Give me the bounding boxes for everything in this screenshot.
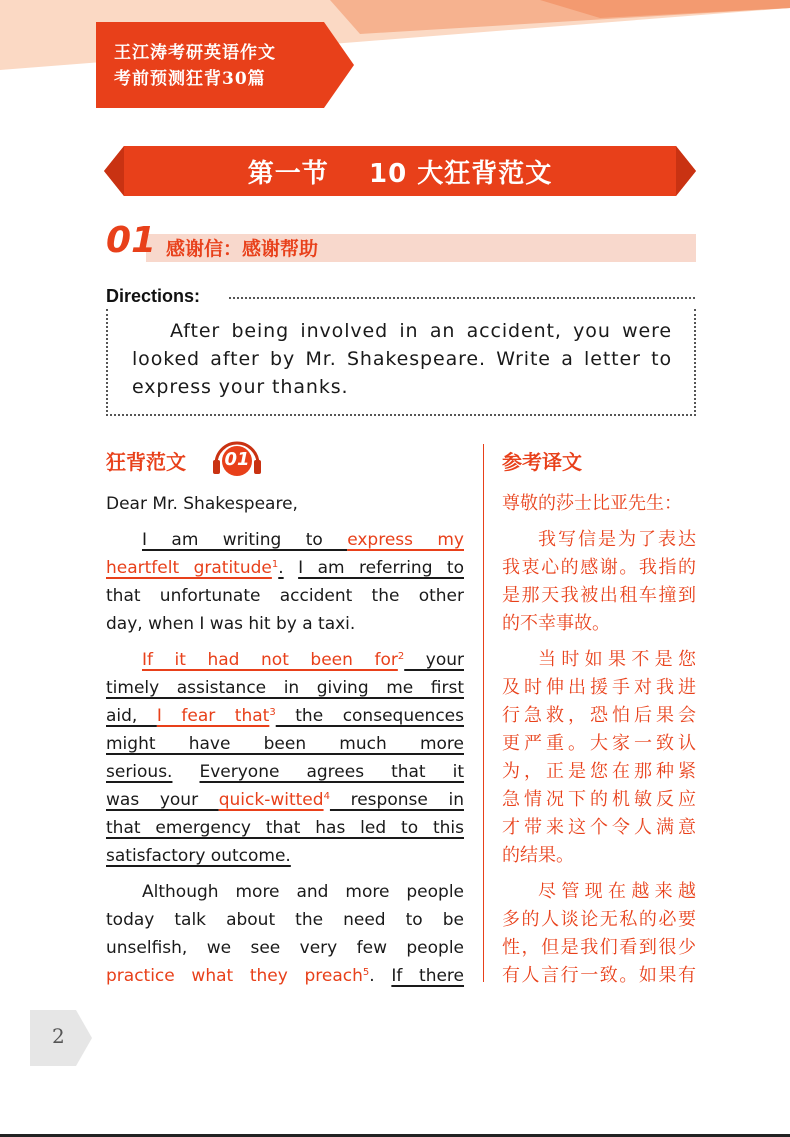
chinese-p2-line: 的结果。 — [502, 845, 574, 866]
section-title: 10 大狂背范文 — [369, 158, 553, 189]
audio-track-number: 01 — [224, 449, 250, 470]
chinese-p2-line: 及时伸出援手对我进 — [502, 677, 696, 698]
english-p2-line-2: timely assistance in giving me first — [106, 678, 464, 698]
chinese-p1-line: 的不幸事故。 — [502, 613, 610, 634]
phrase-quick-witted: quick-witted — [218, 790, 324, 810]
english-p3-line-3: unselfish, we see very few people — [106, 938, 464, 958]
english-p2-line-5: serious. Everyone agrees that it — [106, 762, 465, 782]
chinese-p2-line: 才带来这个令人满意 — [502, 817, 696, 838]
english-p1-line-1: I am writing to express my — [142, 530, 464, 550]
english-salutation: Dear Mr. Shakespeare, — [106, 494, 298, 514]
english-p3-line-1: Although more and more people — [142, 882, 464, 902]
chinese-p2-line: 为，正是您在那种紧 — [502, 761, 696, 782]
chinese-p3-line: 多的人谈论无私的必要 — [502, 909, 696, 930]
english-p1-line-2: heartfelt gratitude$^1$. I am referring to — [106, 558, 464, 578]
section-number: 第一节 — [247, 158, 329, 189]
chinese-p2-line: 更严重。大家一致认 — [502, 733, 696, 754]
chinese-p1-line: 是那天我被出租车撞到 — [502, 585, 696, 606]
directions-dotted-rule — [229, 297, 695, 299]
chinese-p2-line: 当时如果不是您 — [538, 649, 696, 670]
chinese-p2-line: 急情况下的机敏反应 — [502, 789, 696, 810]
chinese-p3-line: 尽管现在越来越 — [538, 881, 696, 902]
chinese-p1-line: 我衷心的感谢。我指的 — [502, 557, 696, 578]
chinese-salutation: 尊敬的莎士比亚先生： — [502, 493, 682, 514]
chinese-p3-line: 性，但是我们看到很少 — [502, 937, 696, 958]
phrase-express-my: express my — [347, 530, 464, 550]
book-title-line-1: 王江涛考研英语作文 — [114, 43, 276, 63]
chinese-p3-line: 有人言行一致。如果有 — [502, 965, 696, 986]
english-p1-line-4: day, when I was hit by a taxi. — [106, 614, 356, 634]
english-p3-line-4: practice what they preach$^5$. If there — [106, 966, 465, 986]
book-title-tag — [96, 22, 354, 108]
section-banner — [104, 146, 696, 196]
phrase-i-fear-that: I fear that — [156, 706, 270, 726]
column-divider — [483, 444, 484, 982]
phrase-practice-what-they-preach: practice what they preach — [106, 966, 363, 986]
book-title-line-2: 考前预测狂背30篇 — [114, 69, 266, 89]
english-p2-line-7: that emergency that has led to this — [106, 818, 464, 838]
page-number: 2 — [52, 1024, 65, 1048]
model-essay-label: 狂背范文 — [106, 450, 186, 474]
english-p2-line-4: might have been much more — [106, 734, 464, 754]
english-p2-line-6: was your quick-witted$^4$ response in — [106, 790, 464, 810]
page-number-tab — [30, 1010, 92, 1066]
english-p2-line-8: satisfactory outcome. — [106, 846, 291, 866]
phrase-if-it-had-not-been-for: If it had not been for — [142, 650, 398, 670]
english-p2-line-3: aid, I fear that$^3$ the consequences — [106, 706, 464, 726]
english-p1-line-3: that unfortunate accident the other — [106, 586, 464, 606]
english-p2-line-1: If it had not been for$^2$ your — [142, 650, 464, 670]
chinese-p1-line: 我写信是为了表达 — [538, 529, 696, 550]
directions-label: Directions: — [106, 286, 201, 306]
article-number: 01 — [106, 220, 157, 261]
reference-translation-label: 参考译文 — [502, 450, 582, 474]
english-p3-line-2: today talk about the need to be — [106, 910, 464, 930]
directions-box — [106, 309, 696, 416]
article-heading — [106, 220, 696, 262]
article-title: 感谢信：感谢帮助 — [166, 238, 319, 260]
directions-text: After being involved in an accident, you were looked after by Mr. Shakespeare. Write a letter to express your thanks. — [132, 320, 672, 398]
chinese-p2-line: 行急救，恐怕后果会 — [502, 705, 696, 726]
phrase-heartfelt-gratitude: heartfelt gratitude — [106, 558, 272, 578]
audio-headphone-badge[interactable] — [210, 440, 264, 480]
